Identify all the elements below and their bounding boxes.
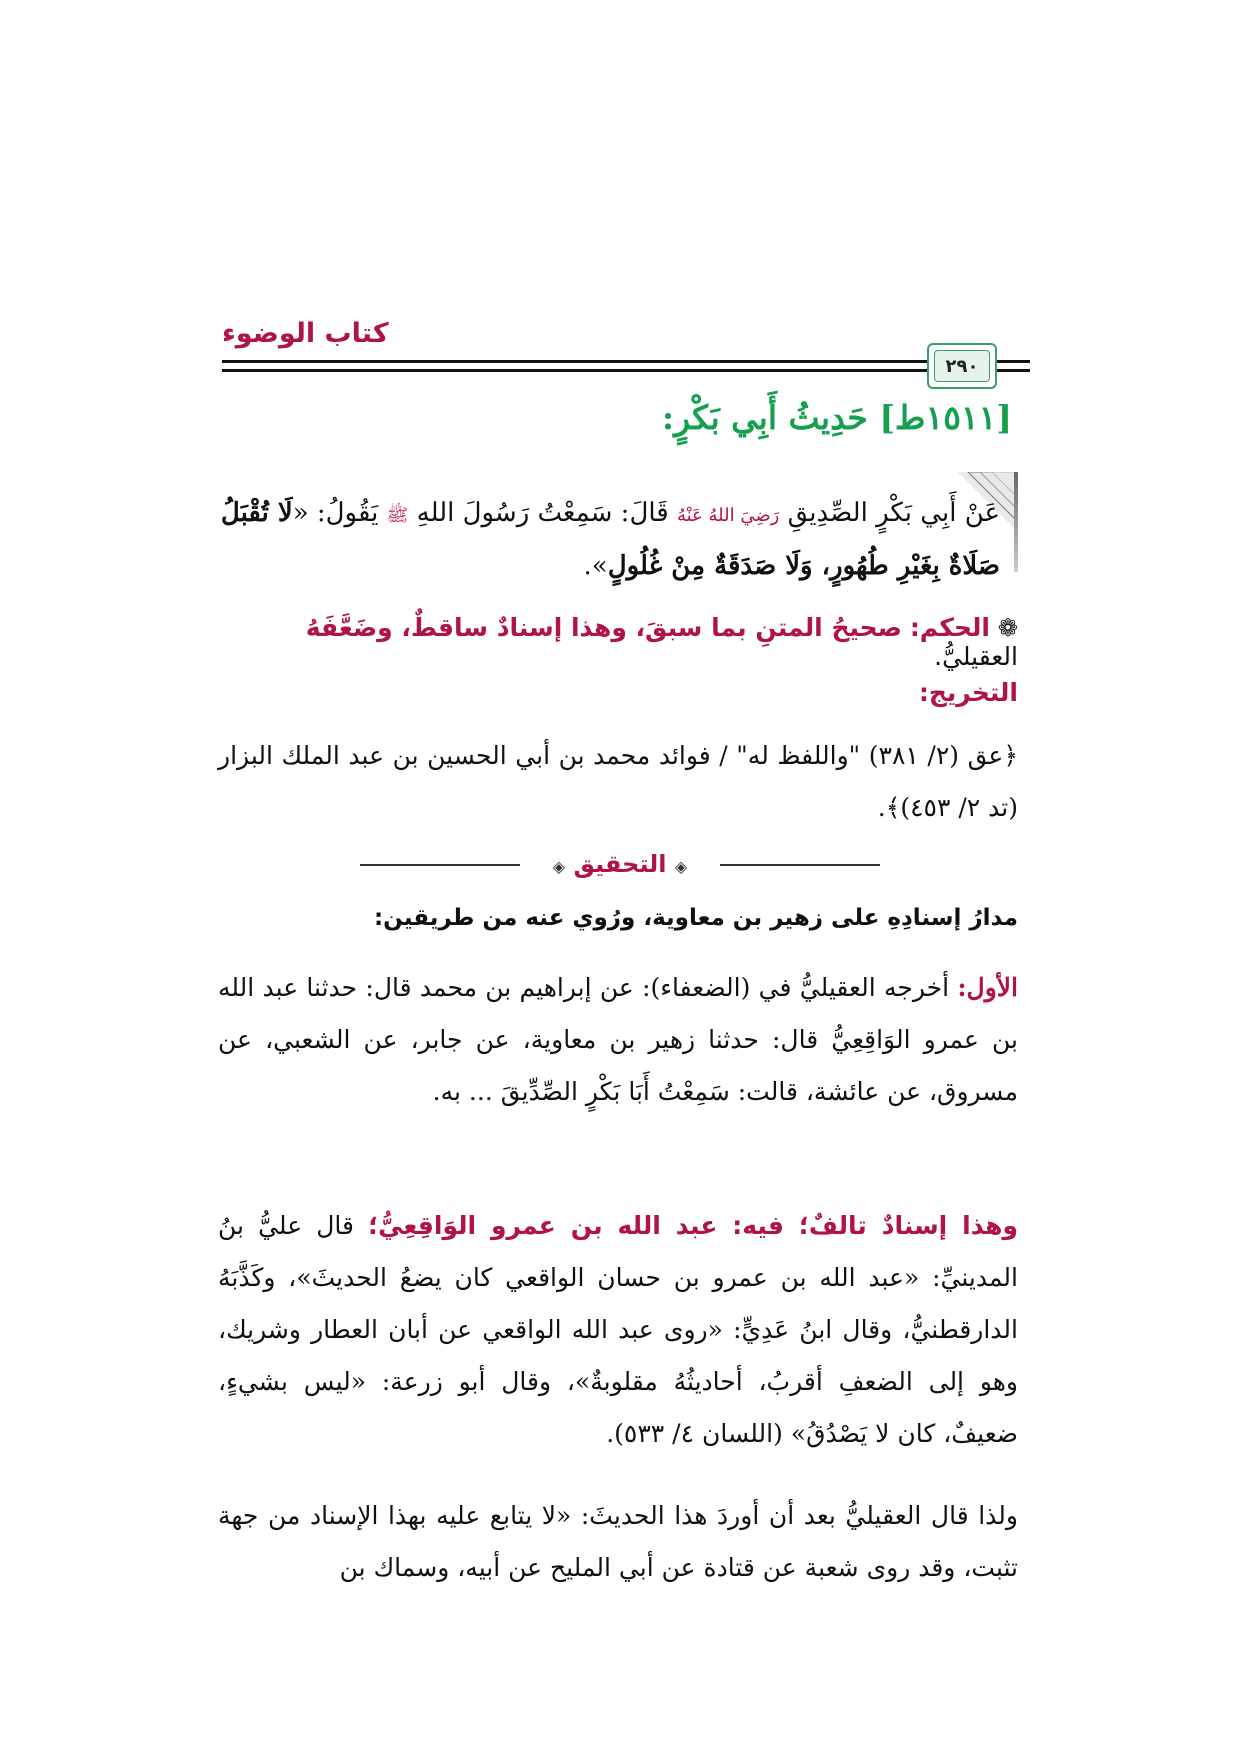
divider-ornament-icon: ◈	[674, 857, 688, 876]
ruling-line	[228, 613, 1018, 671]
paragraph-first-route	[218, 962, 1018, 1118]
ruling-text: صحيحُ المتنِ بما سبقَ، وهذا إسنادٌ ساقطٌ، وضَعَّفَهُ	[305, 613, 902, 642]
hadith-text	[220, 488, 1000, 591]
header-rule	[995, 369, 1030, 372]
honorific-glyph: ﷺ	[386, 505, 409, 526]
header-rule	[995, 360, 1030, 363]
hadith-text-part: قَالَ: سَمِعْتُ رَسُولَ اللهِ	[416, 498, 669, 528]
divider-label: التحقيق	[573, 850, 667, 878]
page-number-badge	[927, 343, 997, 389]
header-rule	[222, 369, 974, 372]
ornament-icon: ❁	[997, 614, 1018, 642]
section-divider	[360, 850, 880, 880]
book-title: كتاب الوضوء	[222, 318, 389, 349]
honorific-glyph: رَضِيَ اللهُ عَنْهُ	[676, 505, 780, 526]
divider-label-wrap	[530, 850, 710, 878]
paragraph-isnad-critique	[218, 1200, 1018, 1460]
hadith-matn: لَا تُقْبَلُ صَلَاةٌ بِغَيْرِ طُهُورٍ، وَلَا صَدَقَةٌ مِنْ غُلُولٍ	[220, 498, 1000, 581]
madar-line: مدارُ إسنادِهِ على زهير بن معاوية، ورُوي عنه من طريقين:	[373, 905, 1018, 931]
paragraph-text: أخرجه العقيليُّ في (الضعفاء): عن إبراهيم بن محمد قال: حدثنا عبد الله بن عمرو الوَاقِعِيُّ قال: حدثنا زهير بن معاوية، عن جابر، عن الشعبي، عن مسروق، عن عائشة، قالت: سَمِعْتُ أَبَا بَكْرٍ الصِّدِّيقَ ... به.	[218, 973, 1018, 1106]
divider-line	[720, 864, 880, 866]
ruling-label: الحكم:	[909, 613, 990, 642]
paragraph-label: الأول:	[957, 973, 1018, 1002]
paragraph-uqayli: ولذا قال العقيليُّ بعد أن أوردَ هذا الحديثَ: «لا يتابع عليه بهذا الإسناد من جهة تثبت، وقد روى شعبة عن قتادة عن أبي المليح عن أبيه، وسماك بن	[218, 1501, 1018, 1582]
header-rule	[222, 360, 974, 363]
takhrij-text: ﴿عق (٢/ ٣٨١) "واللفظ له" / فوائد محمد بن أبي الحسين بن عبد الملك البزار (تد ٢/ ٤٥٣)﴾.	[218, 741, 1018, 822]
hadith-text-part: عَنْ أَبِي بَكْرٍ الصِّدِيقِ	[787, 498, 1000, 528]
takhrij-heading: التخريج:	[918, 678, 1018, 707]
hadith-text-part: يَقُولُ: «	[292, 498, 379, 528]
paragraph-label: وهذا إسنادٌ تالفٌ؛ فيه: عبد الله بن عمرو الوَاقِعِيُّ؛	[368, 1211, 1019, 1240]
hadith-title: [١٥١١ط] حَدِيثُ أَبِي بَكْرٍ:	[661, 398, 1012, 437]
divider-ornament-icon: ◈	[552, 857, 566, 876]
page-number: ٢٩٠	[934, 350, 990, 382]
paragraph-text: قال عليُّ بنُ المدينيِّ: «عبد الله بن عمرو بن حسان الواقعي كان يضعُ الحديثَ»، وكَذَّبَهُ الدارقطنيُّ، وقال ابنُ عَدِيٍّ: «روى عبد الله الواقعي عن أبان العطار وشريك، وهو إلى الضعفِ أقربُ، أحاديثُهُ مقلوبةٌ»، وقال أبو زرعة: «ليس بشيءٍ، ضعيفٌ، كان لا يَصْدُقُ» (اللسان ٤/ ٥٣٣).	[218, 1211, 1018, 1448]
divider-line	[360, 864, 520, 866]
ruling-rest: العقيليُّ.	[934, 642, 1018, 671]
hadith-text-part: ».	[583, 551, 608, 581]
quote-bar	[1014, 472, 1018, 572]
